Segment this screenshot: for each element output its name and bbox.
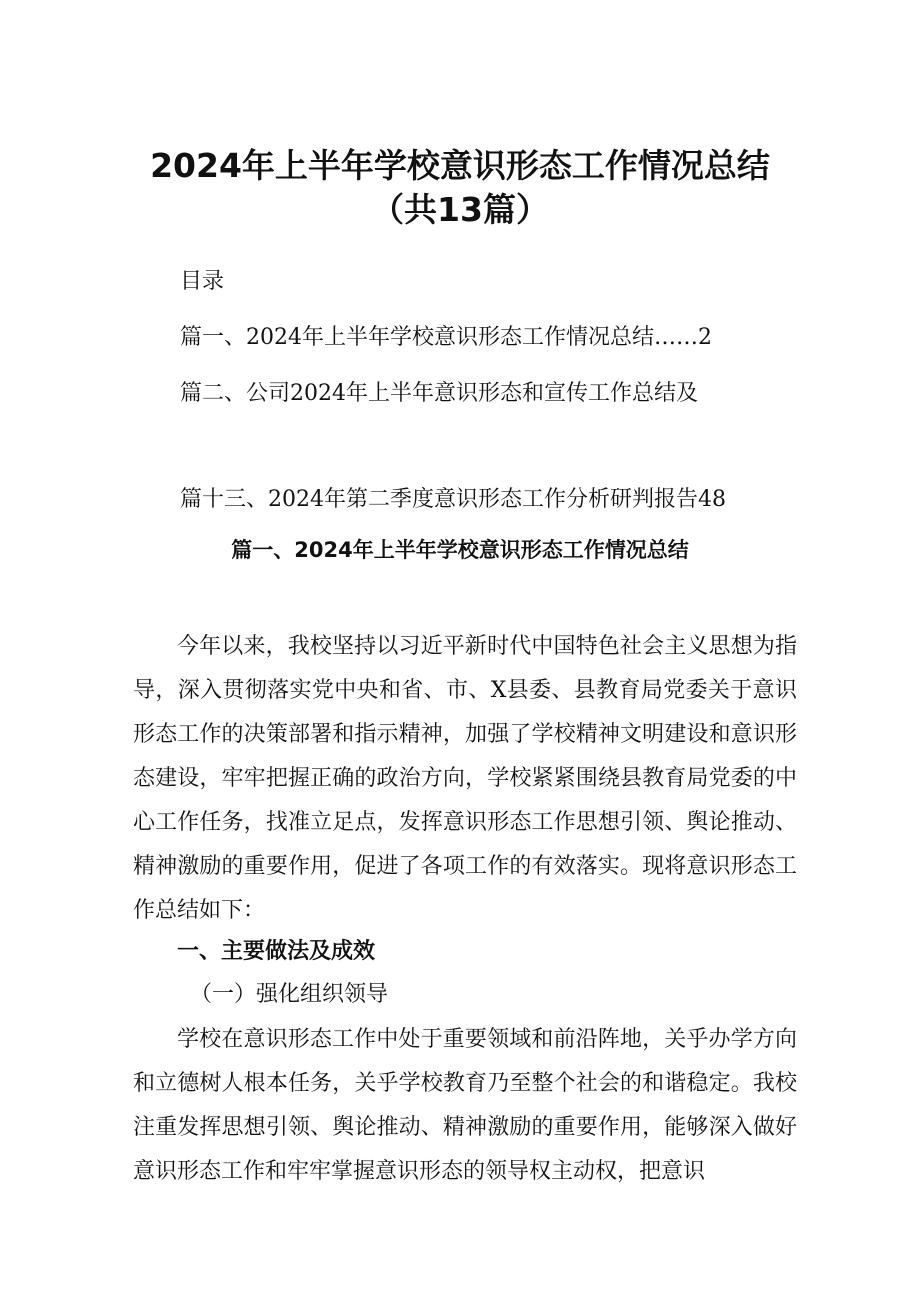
toc-label: 目录 <box>180 269 225 294</box>
heading-level2: （一）强化组织领导 <box>190 982 389 1007</box>
toc-item: 篇二、公司2024年上半年意识形态和宣传工作总结及 <box>180 381 698 406</box>
body-paragraph: 今年以来，我校坚持以习近平新时代中国特色社会主义思想为指导，深入贯彻落实党中央和省、市、X县委、县教育局党委关于意识形态工作的决策部署和指示精神，加强了学校精神文明建设和意识形态建设，牢牢把握正确的政治方向，学校紧紧围绕县教育局党委的中心工作任务，找准立足点，发挥意识形态工作思想引领、舆论推动、精神激励的重要作用，促进了各项工作的有效落实。现将意识形态工作总结如下： <box>133 634 797 923</box>
toc-item: 篇十三、2024年第二季度意识形态工作分析研判报告48 <box>180 487 726 512</box>
heading-level1: 一、主要做法及成效 <box>177 939 376 964</box>
toc-item: 篇一、2024年上半年学校意识形态工作情况总结……2 <box>180 325 712 350</box>
body-paragraph: 学校在意识形态工作中处于重要领域和前沿阵地，关乎办学方向和立德树人根本任务，关乎学校教育乃至整个社会的和谐稳定。我校注重发挥思想引领、舆论推动、精神激励的重要作用，能够深入做好意识形态工作和牢牢掌握意识形态的领导权主动权，把意识 <box>133 1027 797 1184</box>
document-subtitle: （共13篇） <box>371 190 549 229</box>
document-title: 2024年上半年学校意识形态工作情况总结 <box>150 146 770 185</box>
section-title: 篇一、2024年上半年学校意识形态工作情况总结 <box>231 538 689 562</box>
